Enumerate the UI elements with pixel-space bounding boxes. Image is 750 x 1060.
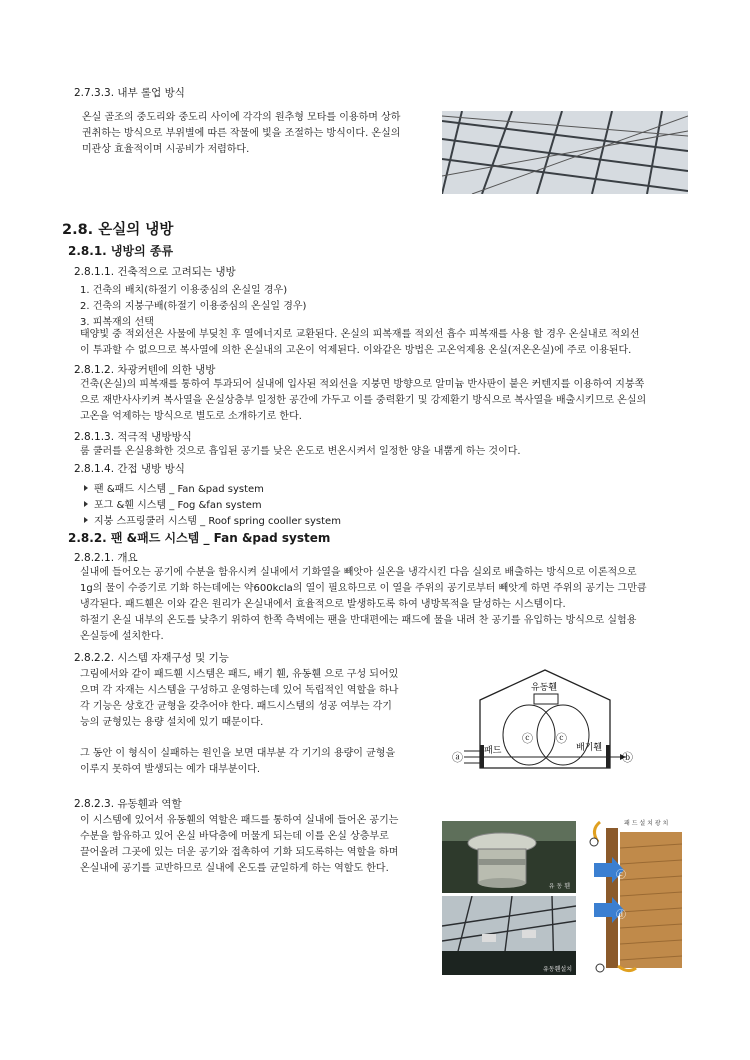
paragraph-components [80,667,440,731]
circulation-fan-icon [534,694,558,704]
text-line: 으며 각 자재는 시스템을 구성하고 운영하는데 있어 독립적인 역할을 하나 [80,685,399,696]
paragraph-failure [80,746,440,778]
list-item: 팬 &패드 시스템 _ Fan &pad system [84,480,264,495]
heading-2-8-1-2: 2.8.1.2. 차광커텐에 의한 냉방 [74,364,216,376]
pad-label: 패드 [484,746,502,756]
heading-2-8-1: 2.8.1. 냉방의 종류 [68,244,174,258]
text-line: 으로 재반사사키켜 복사열을 온실상층부 일정한 공간에 가두고 이를 중력환기 및 강제환기 방식으로 복사열을 배출시키므로 온실의 [80,395,647,406]
text-line: 권취하는 방식으로 부위별에 따른 작물에 빛을 조절하는 방식이다. 온실의 [82,128,401,139]
text-line: 이 시스템에 있어서 유동휀의 역할은 패드를 통하여 실내에 들어온 공기는 [80,815,399,826]
c-mark: ⓒ [616,870,626,881]
text-line: 룸 쿨러를 온실용화한 것으로 흡입된 공기를 낮은 온도로 변온시켜서 일정한 양을 내뿜게 하는 것이다. [80,446,521,457]
inlet-mark: ⓐ [452,751,463,764]
bullet-icon [84,501,88,507]
heading-2-7-3-3: 2.7.3.3. 내부 롤업 방식 [74,87,185,99]
paragraph-roll-up [82,110,432,158]
text-line: 그 동안 이 형식이 실패하는 원인을 보면 대부분 각 기기의 용량이 균형을 [80,748,396,759]
heading-2-8-2-2: 2.8.2.2. 시스템 자재구성 및 기능 [74,652,229,664]
text-line: 각 기능은 상호간 균형을 갖추어야 한다. 패드시스템의 성공 여부는 각기 [80,701,392,712]
c-mark: ⓒ [522,732,533,745]
text-line: 끌어올려 그곳에 있는 더운 공기와 접촉하여 기화 되도록하는 역할을 하며 [80,847,399,858]
heading-2-8-1-1: 2.8.1.1. 건축적으로 고려되는 냉방 [74,266,236,278]
text-line: 능의 균형있는 용량 설치에 있기 때문이다. [80,717,264,728]
text-line: 건축(온실)의 피복재를 통하여 투과되어 실내에 입사된 적외선을 지붕면 방향으로 알미늄 반사판이 붙은 커텐지를 이용하여 지붕쪽 [80,379,645,390]
pad-installation-figure [580,808,690,978]
list-item: 1. 건축의 배치(하절기 이용중심의 온실일 경우) [80,285,288,296]
text-line: 태양빛 중 적외선은 사물에 부딪친 후 열에너지로 교환된다. 온실의 피복재를 적외선 흡수 피복재를 사용 할 경우 온실내로 적외선 [80,329,640,340]
text-line: 하절기 온실 내부의 온도를 낮추기 위하여 한쪽 측벽에는 팬을 반대편에는 패드에 물을 내려 찬 공기를 유입하는 방식으로 실험용 [80,615,637,626]
heading-2-8: 2.8. 온실의 냉방 [62,222,174,238]
list-item: 3. 피복재의 선택 [80,317,154,328]
bullet-icon [84,517,88,523]
greenhouse-interior-photo [442,896,576,975]
text-line: 실내에 들어오는 공기에 수분을 함유시켜 실내에서 기화열을 빼앗아 실온을 냉각시킨 다음 실외로 배출하는 방식으로 이론적으로 [80,567,637,578]
text-line: 온실등에 설치한다. [80,631,164,642]
list-item: 지붕 스프링쿨러 시스템 _ Roof spring cooller system [84,512,341,527]
text-line: 온실 골조의 중도리와 중도리 사이에 각각의 원추형 모타를 이용하며 상하 [82,112,401,123]
circulation-fan-label: 유동휀 [531,683,558,693]
greenhouse-roof-photo [442,111,688,194]
list-item: 2. 건축의 지붕구배(하절기 이용중심의 온실일 경우) [80,301,307,312]
photo-caption: 유동휀설치 [543,966,572,973]
d-mark: ⓓ [616,910,626,921]
c-mark: ⓒ [556,732,567,745]
outlet-mark: ⓑ [622,751,633,764]
text-line: 온실내에 공기를 교반하므로 실내에 온도를 균일하게 하는 역할도 한다. [80,863,389,874]
heading-2-8-2-3: 2.8.2.3. 유동휀과 역할 [74,798,182,810]
text-line: 1g의 물이 수증기로 기화 하는데에는 약600kcla의 열이 필요하므로 이 열을 주위의 공기로부터 빼앗게 하면 주위의 공기는 그만큼 [80,583,647,594]
paragraph-circulation-fan [80,813,440,877]
exhaust-fan-label: 배기휀 [576,743,603,753]
list-item: 포그 &휀 시스템 _ Fog &fan system [84,496,262,511]
paragraph-overview [80,565,700,645]
text-line: 냉각된다. 패드휀은 이와 같은 원리가 온실내에서 효율적으로 발생하도록 하여 냉방목적을 달성하는 시스템이다. [80,599,566,610]
figure-title: 패 드 설 치 광 치 [624,820,669,827]
paragraph-covering [80,327,700,359]
text-line: 이루지 못하여 발생되는 예가 대부분이다. [80,764,261,775]
paragraph-curtain [80,377,700,425]
heading-2-8-1-3: 2.8.1.3. 적극적 냉방방식 [74,431,192,443]
text-line: 고온을 억제하는 방식으로 별도로 소개하기로 한다. [80,411,302,422]
photo-caption: 유 동 휀 [548,883,570,890]
paragraph-active-cooling [80,444,700,460]
text-line: 수분을 함유하고 있어 온실 바닥층에 머물게 되는데 이를 온실 상층부로 [80,831,389,842]
bullet-icon [84,485,88,491]
heading-2-8-1-4: 2.8.1.4. 간접 냉방 방식 [74,463,185,475]
pad-fan-diagram [450,660,636,780]
text-line: 그림에서와 같이 패드휀 시스템은 패드, 배기 휀, 유동휀 으로 구성 되어있 [80,669,399,680]
heading-2-8-2: 2.8.2. 팬 &패드 시스템 _ Fan &pad system [68,531,331,545]
text-line: 미관상 효율적이며 시공비가 저렴하다. [82,144,250,155]
text-line: 이 투과할 수 없으므로 복사열에 의한 온실내의 고온이 억제된다. 이와같은 방법은 고온억제용 온실(저온온실)에 주로 이용된다. [80,345,632,356]
circulation-fan-photo [442,821,576,893]
heading-2-8-2-1: 2.8.2.1. 개요 [74,552,138,564]
